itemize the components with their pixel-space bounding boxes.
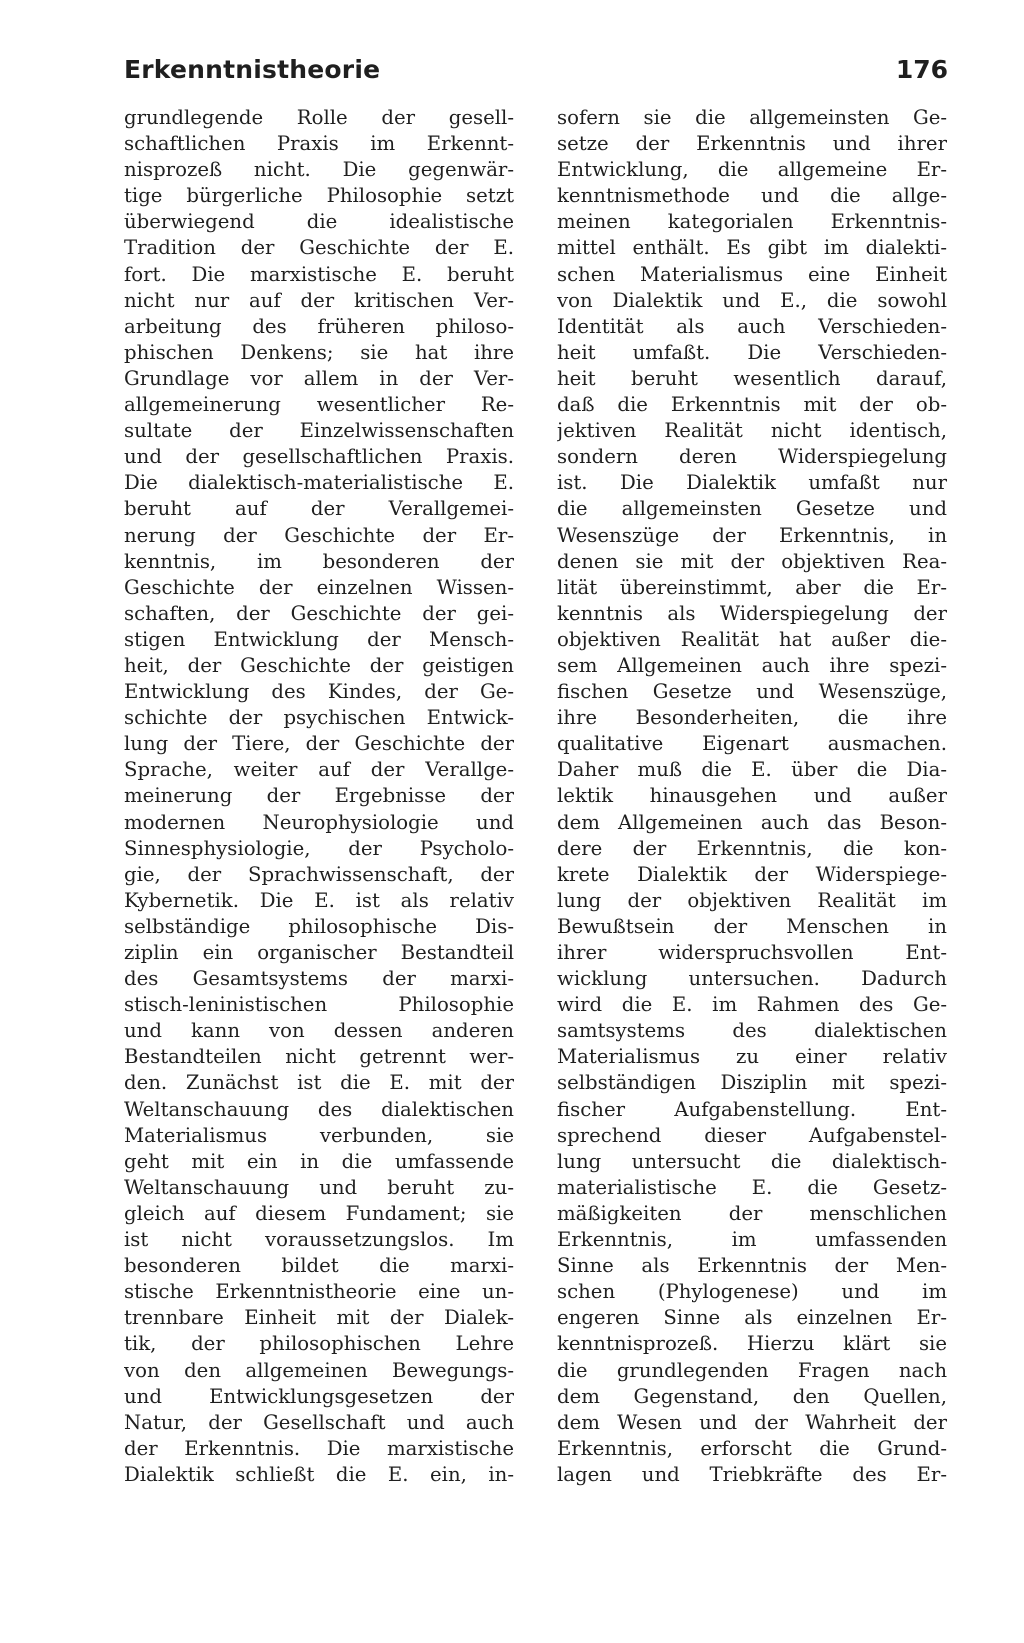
text-line: stische Erkenntnistheorie eine un- — [124, 1280, 514, 1304]
text-line: engeren Sinne als einzelnen Er- — [557, 1306, 947, 1330]
page-number: 176 — [895, 55, 948, 84]
text-line: lektik hinausgehen und außer — [557, 784, 947, 808]
text-line: Erkenntnis, erforscht die Grund- — [557, 1436, 947, 1460]
text-line: lung der Tiere, der Geschichte der — [124, 732, 514, 756]
text-line: ihre Besonderheiten, die ihre — [557, 706, 947, 730]
text-line: fischer Aufgabenstellung. Ent- — [557, 1097, 947, 1121]
text-line: meinen kategorialen Erkenntnis- — [557, 210, 947, 234]
text-line: Kybernetik. Die E. ist als relativ — [124, 888, 514, 912]
text-line: Weltanschauung und beruht zu- — [124, 1175, 514, 1199]
text-line: sofern sie die allgemeinsten Ge- — [557, 106, 947, 129]
text-line: beruht auf der Verallgemei- — [124, 497, 514, 521]
text-line: phischen Denkens; sie hat ihre — [124, 340, 514, 364]
text-line: und kann von dessen anderen — [124, 1019, 514, 1043]
text-line: mittel enthält. Es gibt im dialekti- — [557, 236, 947, 260]
text-line: die allgemeinsten Gesetze und — [557, 497, 947, 521]
text-line: nicht nur auf der kritischen Ver- — [124, 288, 514, 312]
text-line: dere der Erkenntnis, die kon- — [557, 836, 947, 860]
text-line: setze der Erkenntnis und ihrer — [557, 132, 947, 156]
text-line: lität übereinstimmt, aber die Er- — [557, 575, 947, 599]
text-line: dem Wesen und der Wahrheit der — [557, 1410, 947, 1434]
text-line: grundlegende Rolle der gesell- — [124, 106, 514, 129]
text-line: heit, der Geschichte der geistigen — [124, 653, 514, 677]
text-line: Bewußtsein der Menschen in — [557, 914, 947, 938]
text-line: Bestandteilen nicht getrennt wer- — [124, 1045, 514, 1069]
text-line: schichte der psychischen Entwick- — [124, 706, 514, 730]
text-line: ist nicht voraussetzungslos. Im — [124, 1228, 514, 1252]
text-line: von den allgemeinen Bewegungs- — [124, 1358, 514, 1382]
text-line: und Entwicklungsgesetzen der — [124, 1384, 514, 1408]
text-line: trennbare Einheit mit der Dialek- — [124, 1306, 514, 1330]
text-line: Identität als auch Verschieden- — [557, 314, 947, 338]
text-line: stigen Entwicklung der Mensch- — [124, 627, 514, 651]
text-line: stisch-leninistischen Philosophie — [124, 993, 514, 1017]
text-line: heit beruht wesentlich darauf, — [557, 366, 947, 390]
text-line: allgemeinerung wesentlicher Re- — [124, 393, 514, 417]
text-line: sprechend dieser Aufgabenstel- — [557, 1123, 947, 1147]
text-line: wicklung untersuchen. Dadurch — [557, 967, 947, 991]
text-line: die grundlegenden Fragen nach — [557, 1358, 947, 1382]
text-line: Dialektik schließt die E. ein, in- — [124, 1462, 514, 1486]
text-line: Sinnesphysiologie, der Psycholo- — [124, 836, 514, 860]
text-line: Weltanschauung des dialektischen — [124, 1097, 514, 1121]
text-line: kenntnis, im besonderen der — [124, 549, 514, 573]
text-line: Erkenntnis, im umfassenden — [557, 1228, 947, 1252]
text-line: Tradition der Geschichte der E. — [124, 236, 514, 260]
text-line: sultate der Einzelwissenschaften — [124, 419, 514, 443]
text-line: sem Allgemeinen auch ihre spezi- — [557, 653, 947, 677]
text-line: Die dialektisch-materialistische E. — [124, 471, 514, 495]
text-line: Daher muß die E. über die Dia- — [557, 758, 947, 782]
text-line: ihrer widerspruchsvollen Ent- — [557, 941, 947, 964]
text-line: gleich auf diesem Fundament; sie — [124, 1201, 514, 1225]
text-line: schaftlichen Praxis im Erkennt- — [124, 132, 514, 156]
text-line: lagen und Triebkräfte des Er- — [557, 1462, 947, 1486]
text-line: geht mit ein in die umfassende — [124, 1149, 514, 1173]
text-line: selbständige philosophische Dis- — [124, 914, 514, 938]
text-line: Entwicklung, die allgemeine Er- — [557, 158, 947, 182]
left-text-column — [124, 105, 514, 1488]
text-line: der Erkenntnis. Die marxistische — [124, 1436, 514, 1460]
text-line: schaften, der Geschichte der gei- — [124, 601, 514, 625]
text-line: des Gesamtsystems der marxi- — [124, 967, 514, 991]
text-line: Grundlage vor allem in der Ver- — [124, 366, 514, 390]
text-line: heit umfaßt. Die Verschieden- — [557, 340, 947, 364]
text-line: modernen Neurophysiologie und — [124, 810, 514, 834]
text-line: gie, der Sprachwissenschaft, der — [124, 862, 514, 886]
text-line: fischen Gesetze und Wesenszüge, — [557, 680, 947, 704]
text-line: und der gesellschaftlichen Praxis. — [124, 445, 514, 469]
text-line: dem Allgemeinen auch das Beson- — [557, 810, 947, 834]
text-line: materialistische E. die Gesetz- — [557, 1175, 947, 1199]
text-line: Natur, der Gesellschaft und auch — [124, 1410, 514, 1434]
text-line: ziplin ein organischer Bestandteil — [124, 941, 514, 964]
text-line: Sprache, weiter auf der Verallge- — [124, 758, 514, 782]
text-line: überwiegend die idealistische — [124, 210, 514, 234]
text-line: schen (Phylogenese) und im — [557, 1280, 947, 1304]
text-line: samtsystems des dialektischen — [557, 1019, 947, 1043]
text-line: von Dialektik und E., die sowohl — [557, 288, 947, 312]
text-line: daß die Erkenntnis mit der ob- — [557, 393, 947, 417]
text-line: kenntnisprozeß. Hierzu klärt sie — [557, 1332, 947, 1356]
text-line: objektiven Realität hat außer die- — [557, 627, 947, 651]
text-line: qualitative Eigenart ausmachen. — [557, 732, 947, 756]
text-line: den. Zunächst ist die E. mit der — [124, 1071, 514, 1095]
text-line: nerung der Geschichte der Er- — [124, 523, 514, 547]
text-line: Entwicklung des Kindes, der Ge- — [124, 680, 514, 704]
running-header — [124, 52, 948, 92]
text-line: kenntnis als Widerspiegelung der — [557, 601, 947, 625]
text-line: Sinne als Erkenntnis der Men- — [557, 1254, 947, 1278]
text-line: nisprozeß nicht. Die gegenwär- — [124, 158, 514, 182]
text-line: sondern deren Widerspiegelung — [557, 445, 947, 469]
text-line: fort. Die marxistische E. beruht — [124, 262, 514, 286]
text-line: lung der objektiven Realität im — [557, 888, 947, 912]
text-line: dem Gegenstand, den Quellen, — [557, 1384, 947, 1408]
text-line: lung untersucht die dialektisch- — [557, 1149, 947, 1173]
running-header-title: Erkenntnistheorie — [124, 55, 381, 84]
text-line: kenntnismethode und die allge- — [557, 184, 947, 208]
right-text-column — [557, 105, 947, 1488]
text-line: besonderen bildet die marxi- — [124, 1254, 514, 1278]
text-line: Materialismus verbunden, sie — [124, 1123, 514, 1147]
text-line: tige bürgerliche Philosophie setzt — [124, 184, 514, 208]
text-line: tik, der philosophischen Lehre — [124, 1332, 514, 1356]
text-line: jektiven Realität nicht identisch, — [557, 419, 947, 443]
text-line: wird die E. im Rahmen des Ge- — [557, 993, 947, 1017]
text-line: Materialismus zu einer relativ — [557, 1045, 947, 1069]
text-line: denen sie mit der objektiven Rea- — [557, 549, 947, 573]
text-line: selbständigen Disziplin mit spezi- — [557, 1071, 947, 1095]
text-line: meinerung der Ergebnisse der — [124, 784, 514, 808]
text-line: arbeitung des früheren philoso- — [124, 314, 514, 338]
text-line: mäßigkeiten der menschlichen — [557, 1201, 947, 1225]
text-line: schen Materialismus eine Einheit — [557, 262, 947, 286]
text-line: Geschichte der einzelnen Wissen- — [124, 575, 514, 599]
text-line: Wesenszüge der Erkenntnis, in — [557, 523, 947, 547]
text-line: ist. Die Dialektik umfaßt nur — [557, 471, 947, 495]
text-line: krete Dialektik der Widerspiege- — [557, 862, 947, 886]
